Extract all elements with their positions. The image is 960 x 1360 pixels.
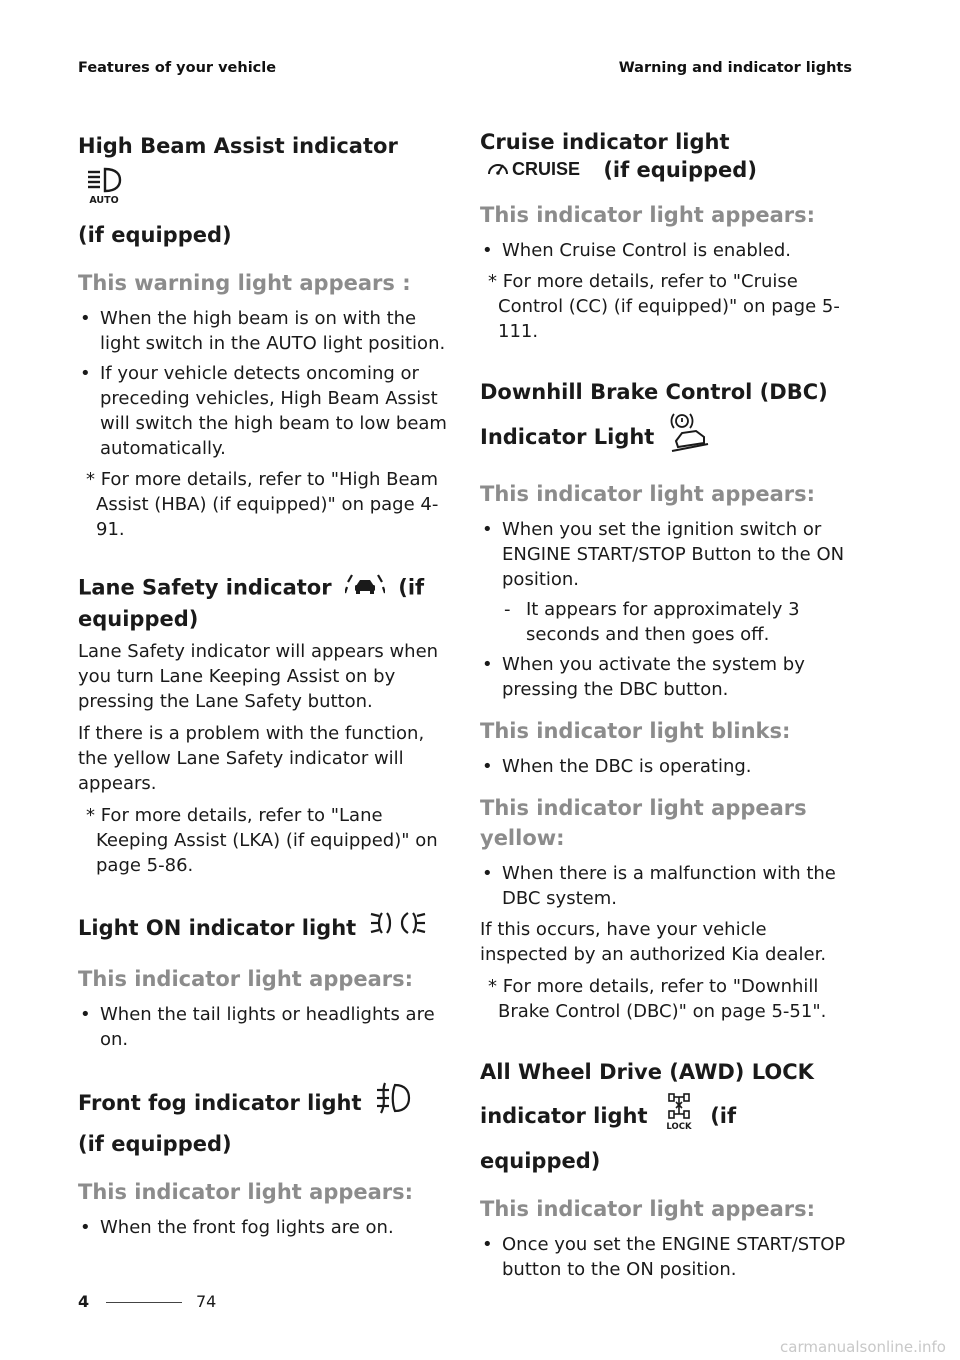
footer-page-number: 74 [196,1292,217,1311]
list-item: • When the DBC is operating. [480,754,852,779]
svg-text:LOCK: LOCK [666,1121,692,1131]
dbc-list-3 [480,861,852,911]
awd-list [480,1232,852,1282]
front-fog-subheading: This indicator light appears: [78,1180,414,1204]
dbc-list-2 [480,754,852,779]
section-dbc [480,374,852,1024]
front-fog-title: Front fog indicator light (if equipped) [78,1082,450,1163]
list-item: • When the tail lights or headlights are on. [78,1002,450,1052]
front-fog-icon [375,1082,411,1126]
footer-divider [106,1302,182,1303]
hba-title: High Beam Assist indicator AUTO (if equipped) [78,134,398,247]
dbc-subheading-yellow: This indicator light appears yellow: [480,795,807,850]
high-beam-auto-icon [84,165,124,217]
section-cruise [480,128,852,344]
cruise-title: Cruise indicator light CRUISE (if equipped) [480,128,852,186]
right-column [480,128,852,1312]
list-item: • When Cruise Control is enabled. [480,238,852,263]
list-item: • When there is a malfunction with the DBC system. [480,861,852,911]
footer-chapter-number: 4 [78,1292,90,1311]
front-fog-list [78,1215,450,1240]
section-light-on [78,908,450,1052]
watermark: carmanualsonline.info [780,1338,946,1356]
lane-safety-para-2: If there is a problem with the function, the yellow Lane Safety indicator will appears. [78,723,425,794]
list-item: • When you set the ignition switch or ENGINE START/STOP Button to the ON position. [480,517,852,592]
section-awd-lock [480,1054,852,1282]
dbc-para: If this occurs, have your vehicle inspected by an authorized Kia dealer. [480,918,827,965]
light-on-subheading: This indicator light appears: [78,967,414,991]
cruise-note: * For more details, refer to "Cruise Control (CC) (if equipped)" on page 5-111. [488,270,840,342]
sub-list-item: - It appears for approximately 3 seconds and then goes off. [480,597,852,647]
section-high-beam-assist [78,128,450,542]
downhill-brake-icon [668,411,710,465]
dbc-title: Downhill Brake Control (DBC) Indicator Light [480,374,852,465]
dbc-subheading-blinks: This indicator light blinks: [480,718,791,743]
list-item: • When you activate the system by pressing the DBC button. [480,652,852,702]
hba-subheading: This warning light appears : [78,271,411,295]
lane-safety-icon [345,572,385,605]
light-on-title: Light ON indicator light [78,908,450,950]
cruise-list [480,238,852,263]
list-item: • If your vehicle detects oncoming or preceding vehicles, High Beam Assist will switch the high beam to low beam automatically. [78,361,450,461]
awd-subheading: This indicator light appears: [480,1196,816,1221]
list-item: • When the front fog lights are on. [78,1215,450,1240]
section-front-fog [78,1082,450,1240]
svg-text:CRUISE: CRUISE [512,158,581,179]
dbc-note: * For more details, refer to "Downhill Brake Control (DBC)" on page 5-51". [488,975,827,1022]
list-item: • Once you set the ENGINE START/STOP button to the ON position. [480,1232,852,1282]
left-column [78,128,450,1270]
header-section: Features of your vehicle [78,60,277,76]
hba-note: * For more details, refer to "High Beam Assist (HBA) (if equipped)" on page 4-91. [86,469,439,540]
cruise-subheading: This indicator light appears: [480,202,816,227]
lane-safety-note: * For more details, refer to "Lane Keeping Assist (LKA) (if equipped)" on page 5-86. [86,805,438,876]
lane-safety-para-1: Lane Safety indicator will appears when you turn Lane Keeping Assist on by pressing the Lane Safety button. [78,641,439,712]
cruise-icon [486,157,590,186]
section-lane-safety [78,572,450,878]
light-on-icon [370,908,426,950]
awd-lock-icon [661,1091,697,1143]
lane-safety-title: Lane Safety indicator (if equipped) [78,572,450,633]
list-item: • When the high beam is on with the light switch in the AUTO light position. [78,306,450,356]
svg-text:AUTO: AUTO [89,195,119,205]
light-on-list [78,1002,450,1052]
hba-list [78,306,450,461]
dbc-list-1 [480,517,852,702]
awd-title: All Wheel Drive (AWD) LOCK indicator light LOCK (if equipped) [480,1059,814,1173]
header-chapter: Warning and indicator lights [618,60,852,76]
dbc-subheading-appears: This indicator light appears: [480,481,816,506]
